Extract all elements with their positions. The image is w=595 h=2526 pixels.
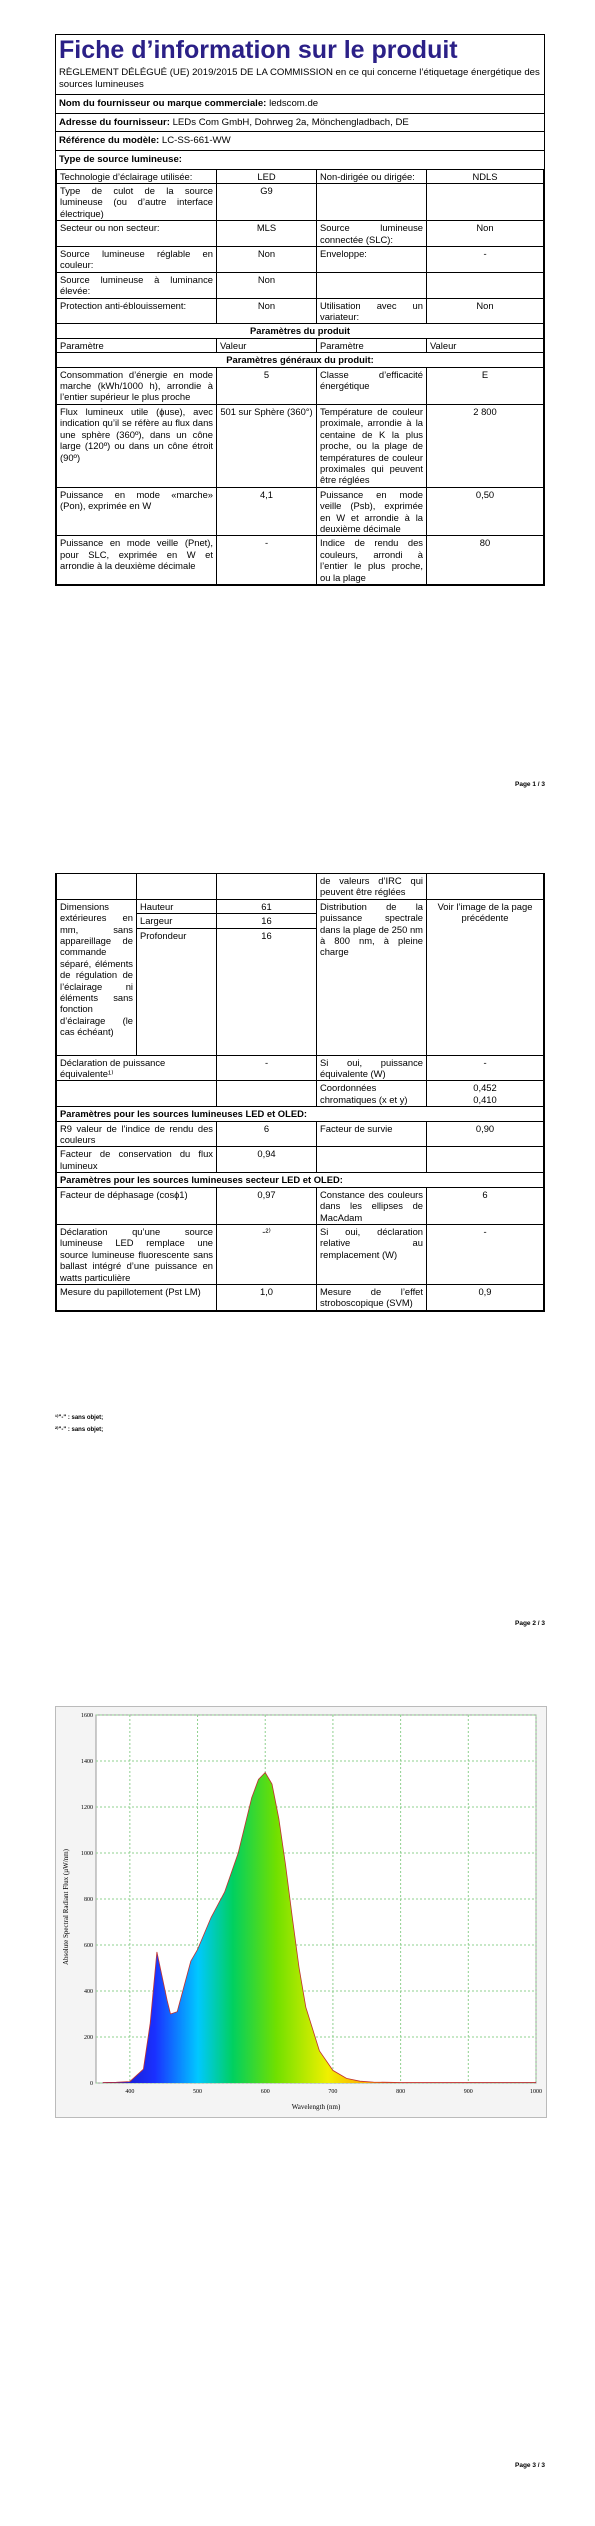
page1-rows-row — [57, 367, 544, 404]
page1-rows-param-value: 501 sur Sphère (360°) — [217, 404, 317, 487]
page1-rows-param-label-2: Indice de rendu des couleurs, arrondi à l’entier le plus proche, ou la plage — [317, 536, 427, 585]
page-number-1: Page 1 / 3 — [515, 781, 545, 788]
regulation-intro: RÈGLEMENT DÉLÉGUÉ (UE) 2019/2015 DE LA COMMISSION en ce qui concerne l’étiquetage énergétique des sources lumineuses — [59, 67, 540, 90]
mains-param-value-2: - — [427, 1224, 544, 1284]
type-rows-row — [57, 169, 544, 183]
y-tick-label: 1200 — [81, 1805, 93, 1811]
type-rows-param-value: Non — [217, 247, 317, 273]
led-row — [57, 1121, 544, 1147]
type-rows-param-value: Non — [217, 298, 317, 324]
model-label: Référence du modèle: — [59, 135, 160, 147]
spectral-value: Voir l’image de la page précédente — [427, 899, 544, 1055]
dim-label-depth: Profondeur — [137, 928, 217, 1055]
dim-label-height: Hauteur — [137, 899, 217, 913]
mains-param-label: Mesure du papillotement (Pst LM) — [57, 1284, 217, 1310]
page1-rows-param-label-2: Puissance en mode veille (Psb), exprimée en W et arrondie à la deuxième décimale — [317, 487, 427, 536]
y-tick-label: 400 — [84, 1989, 93, 1995]
model-row — [56, 131, 544, 150]
address-value: LEDs Com GmbH, Dohrweg 2a, Mönchengladbach, DE — [172, 116, 409, 128]
mains-row — [57, 1187, 544, 1224]
mains-param-label-2: Mesure de l’effet stroboscopique (SVM) — [317, 1284, 427, 1310]
equiv-value: - — [217, 1055, 317, 1081]
type-rows-row — [57, 272, 544, 298]
type-rows-param-label-2: Source lumineuse connectée (SLC): — [317, 221, 427, 247]
supplier-value: ledscom.de — [269, 98, 319, 110]
type-rows-param-label: Type de culot de la source lumineuse (ou d’autre interface électrique) — [57, 183, 217, 220]
cont-text: de valeurs d’IRC qui peuvent être réglées — [317, 874, 427, 900]
type-rows-param-label-2: Enveloppe: — [317, 247, 427, 273]
type-rows-param-label: Secteur ou non secteur: — [57, 221, 217, 247]
page1-rows-param-value-2: E — [427, 367, 544, 404]
type-table — [56, 169, 544, 585]
type-rows-param-label: Source lumineuse à luminance élevée: — [57, 272, 217, 298]
page1-rows-param-value-2: 80 — [427, 536, 544, 585]
type-rows-param-value: Non — [217, 272, 317, 298]
product-info-sheet-page-1 — [55, 34, 545, 586]
chroma-value: 0,452 0,410 — [427, 1081, 544, 1107]
led-param-label: Facteur de conservation du flux lumineux — [57, 1147, 217, 1173]
led-param-value: 0,94 — [217, 1147, 317, 1173]
equiv-label: Déclaration de puissance équivalente¹⁾ — [57, 1055, 217, 1081]
mains-row — [57, 1224, 544, 1284]
mains-param-label-2: Si oui, déclaration relative au remplacement (W) — [317, 1224, 427, 1284]
page1-rows-param-label: Flux lumineux utile (ɸuse), avec indication qu’il se réfère au flux dans une sphère (360º), dans un cône large (120º) ou dans un cône étroit (90º) — [57, 404, 217, 487]
led-param-label-2 — [317, 1147, 427, 1173]
led-param-label: R9 valeur de l’indice de rendu des couleurs — [57, 1121, 217, 1147]
dim-value-height: 61 — [217, 899, 317, 913]
params-title: Paramètres du produit — [57, 324, 544, 338]
y-axis-label: Absolute Spectral Radiant Flux (µW/nm) — [62, 1848, 70, 1966]
type-rows-param-value-2 — [427, 272, 544, 298]
y-tick-label: 0 — [90, 2081, 93, 2087]
model-value: LC-SS-661-WW — [161, 135, 231, 147]
footnotes — [55, 1412, 103, 1436]
dim-value-depth: 16 — [217, 928, 317, 1055]
spectral-label: Distribution de la puissance spectrale dans la plage de 250 nm à 800 nm, à pleine charge — [317, 899, 427, 1055]
type-rows-param-value-2: Non — [427, 221, 544, 247]
type-rows-row — [57, 183, 544, 220]
led-param-label-2: Facteur de survie — [317, 1121, 427, 1147]
page1-rows-param-value: - — [217, 536, 317, 585]
x-axis-label: Wavelength (nm) — [291, 2103, 341, 2111]
type-rows-param-label: Source lumineuse réglable en couleur: — [57, 247, 217, 273]
equiv-w-value: - — [427, 1055, 544, 1081]
led-param-value-2 — [427, 1147, 544, 1173]
dim-value-width: 16 — [217, 914, 317, 928]
page1-rows-param-value: 4,1 — [217, 487, 317, 536]
type-rows-param-label-2: Non-dirigée ou dirigée: — [317, 169, 427, 183]
y-tick-label: 1000 — [81, 1851, 93, 1857]
footnote-1: ¹⁾"-" : sans objet; — [55, 1415, 104, 1421]
type-rows-param-value-2 — [427, 183, 544, 220]
page1-rows-row — [57, 404, 544, 487]
type-title: Type de source lumineuse: — [56, 150, 544, 169]
page-number-2: Page 2 / 3 — [515, 1620, 545, 1627]
y-tick-label: 600 — [84, 1943, 93, 1949]
col-header-value: Valeur — [217, 338, 317, 352]
y-tick-label: 1600 — [81, 1713, 93, 1719]
col-header-param-2: Paramètre — [317, 338, 427, 352]
led-param-value-2: 0,90 — [427, 1121, 544, 1147]
mains-param-label: Déclaration qu’une source lumineuse LED remplace une source lumineuse fluorescente sans ballast intégré d’une puissance en watts particulière — [57, 1224, 217, 1284]
mains-param-value: 0,97 — [217, 1187, 317, 1224]
type-rows-row — [57, 247, 544, 273]
x-tick-label: 500 — [193, 2089, 203, 2095]
address-row — [56, 113, 544, 132]
x-tick-label: 700 — [328, 2089, 338, 2095]
mains-row — [57, 1284, 544, 1310]
type-rows-row — [57, 298, 544, 324]
x-tick-label: 900 — [463, 2089, 473, 2095]
type-rows-param-value: LED — [217, 169, 317, 183]
mains-param-value: -²⁾ — [217, 1224, 317, 1284]
type-rows-param-value-2: - — [427, 247, 544, 273]
type-rows-param-label: Technologie d’éclairage utilisée: — [57, 169, 217, 183]
mains-param-value-2: 0,9 — [427, 1284, 544, 1310]
type-rows-param-value-2: Non — [427, 298, 544, 324]
x-tick-label: 400 — [125, 2089, 135, 2095]
dims-label: Dimensions extérieures en mm, sans appareillage de commande séparé, éléments de régulation de l’éclairage ni éléments sans fonction d’éclairage (le cas échéant) — [57, 899, 137, 1055]
type-rows-param-label-2 — [317, 272, 427, 298]
page1-rows-param-value-2: 2 800 — [427, 404, 544, 487]
general-params-title: Paramètres généraux du produit: — [57, 353, 544, 367]
page1-rows-row — [57, 536, 544, 585]
y-tick-label: 200 — [84, 2035, 93, 2041]
page1-rows-param-value-2: 0,50 — [427, 487, 544, 536]
dim-label-width: Largeur — [137, 914, 217, 928]
address-label: Adresse du fournisseur: — [59, 116, 170, 128]
col-header-param: Paramètre — [57, 338, 217, 352]
equiv-w-label: Si oui, puissance équivalente (W) — [317, 1055, 427, 1081]
page-number-3: Page 3 / 3 — [515, 2462, 545, 2469]
led-param-value: 6 — [217, 1121, 317, 1147]
chroma-label: Coordonnées chromatiques (x et y) — [317, 1081, 427, 1107]
type-rows-param-value: G9 — [217, 183, 317, 220]
mains-param-value: 1,0 — [217, 1284, 317, 1310]
page2-table — [56, 873, 544, 1311]
mains-param-value-2: 6 — [427, 1187, 544, 1224]
page1-rows-param-label-2: Classe d’efficacité énergétique — [317, 367, 427, 404]
led-params-title: Paramètres pour les sources lumineuses LED et OLED: — [57, 1107, 544, 1121]
page1-rows-param-label-2: Température de couleur proximale, arrondie à la centaine de K la plus proche, ou la plage de températures de couleur proximales qui peuvent être réglées — [317, 404, 427, 487]
x-tick-label: 800 — [396, 2089, 406, 2095]
mains-param-label-2: Constance des couleurs dans les ellipses de MacAdam — [317, 1187, 427, 1224]
product-info-sheet-page-2 — [55, 873, 545, 1312]
page1-rows-param-value: 5 — [217, 367, 317, 404]
type-rows-param-label-2: Utilisation avec un variateur: — [317, 298, 427, 324]
supplier-row — [56, 94, 544, 113]
page1-rows-param-label: Consommation d’énergie en mode marche (kWh/1000 h), arrondie à l’entier supérieur le plus proche — [57, 367, 217, 404]
y-tick-label: 800 — [84, 1897, 93, 1903]
type-rows-row — [57, 221, 544, 247]
page1-rows-param-label: Puissance en mode «marche» (Pon), exprimée en W — [57, 487, 217, 536]
x-tick-label: 1000 — [530, 2089, 542, 2095]
type-rows-param-label-2 — [317, 183, 427, 220]
x-tick-label: 600 — [260, 2089, 270, 2095]
page1-rows-param-label: Puissance en mode veille (Pnet), pour SLC, exprimée en W et arrondie à la deuxième décimale — [57, 536, 217, 585]
type-rows-param-value: MLS — [217, 221, 317, 247]
mains-params-title: Paramètres pour les sources lumineuses secteur LED et OLED: — [57, 1173, 544, 1187]
y-tick-label: 1400 — [81, 1759, 93, 1765]
type-rows-param-value-2: NDLS — [427, 169, 544, 183]
col-header-value-2: Valeur — [427, 338, 544, 352]
footnote-2: ²⁾"-" : sans objet; — [55, 1427, 104, 1433]
mains-param-label: Facteur de déphasage (cosɸ1) — [57, 1187, 217, 1224]
spectrum-chart — [55, 1706, 547, 2118]
page-title: Fiche d’information sur le produit — [59, 36, 458, 64]
spectrum-chart-svg — [56, 1707, 544, 2115]
supplier-label: Nom du fournisseur ou marque commerciale: — [59, 98, 267, 110]
type-rows-param-label: Protection anti-éblouissement: — [57, 298, 217, 324]
led-row — [57, 1147, 544, 1173]
page1-rows-row — [57, 487, 544, 536]
